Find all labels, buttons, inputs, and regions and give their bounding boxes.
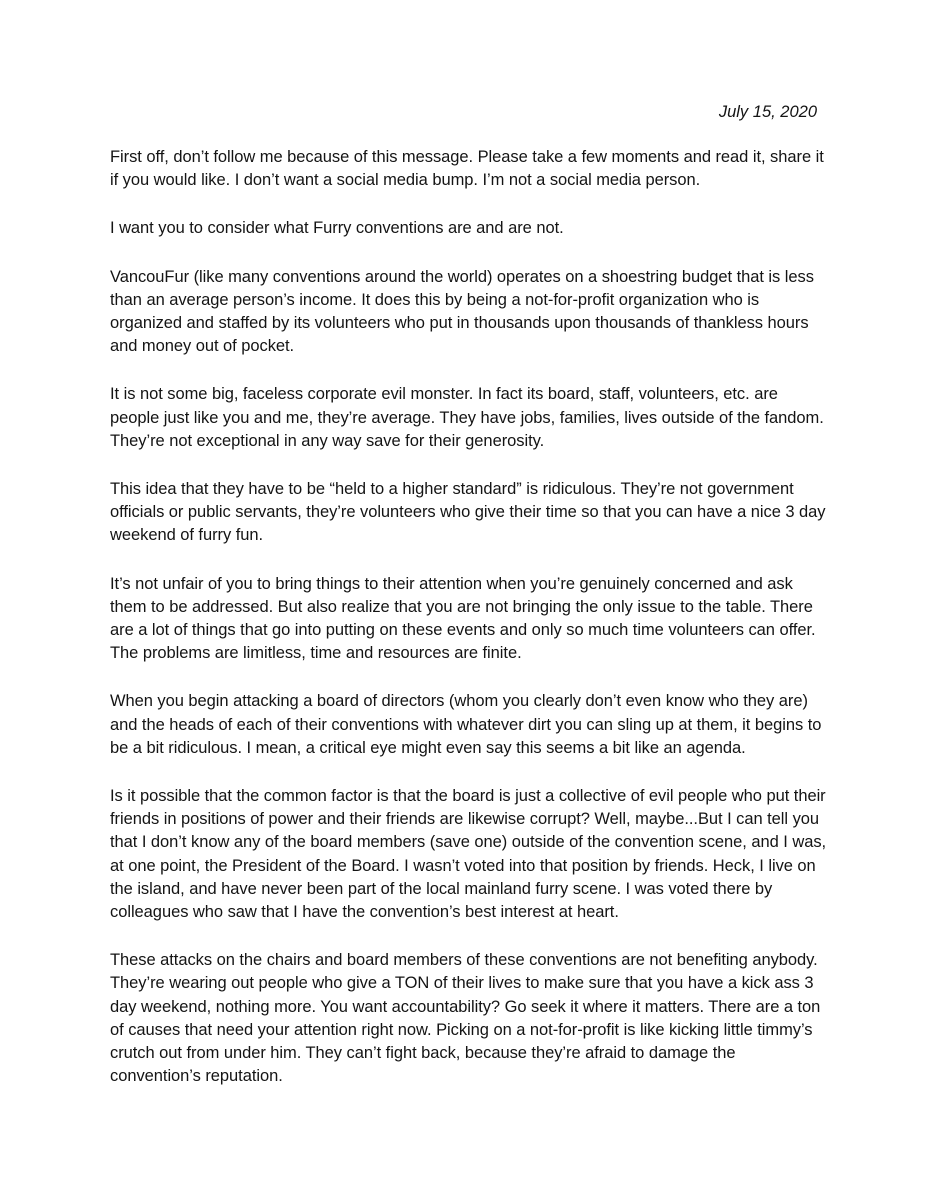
paragraph-2: I want you to consider what Furry conventions are and are not. xyxy=(110,219,564,238)
paragraph-4: It is not some big, faceless corporate evil monster. In fact its board, staff, volunteers, etc. are people just like you and me, they’re average. They have jobs, families, lives outside of the fandom. They’re not exceptional in any way save for their generosity. xyxy=(110,385,824,450)
letter-body xyxy=(110,146,828,1114)
paragraph-6: It’s not unfair of you to bring things to their attention when you’re genuinely concerned and ask them to be addressed. But also realize that you are not bringing the only issue to the table. There are a lot of things that go into putting on these events and only so much time volunteers can offer. The problems are limitless, time and resources are finite. xyxy=(110,574,816,663)
paragraph-3: VancouFur (like many conventions around the world) operates on a shoestring budget that is less than an average person’s income. It does this by being a not-for-profit organization who is organized and staffed by its volunteers who put in thousands upon thousands of thankless hours and money out of pocket. xyxy=(110,267,814,356)
paragraph-9: These attacks on the chairs and board members of these conventions are not benefiting anybody. They’re wearing out people who give a TON of their lives to make sure that you have a kick ass 3 day weekend, nothing more. You want accountability? Go seek it where it matters. There are a ton of causes that need your attention right now. Picking on a not-for-profit is like kicking little timmy’s crutch out from under him. They can’t fight back, because they’re afraid to damage the convention’s reputation. xyxy=(110,951,821,1086)
paragraph-5: This idea that they have to be “held to a higher standard” is ridiculous. They’re not government officials or public servants, they’re volunteers who give their time so that you can have a nice 3 day weekend of furry fun. xyxy=(110,480,826,545)
paragraph-1: First off, don’t follow me because of this message. Please take a few moments and read it, share it if you would like. I don’t want a social media bump. I’m not a social media person. xyxy=(110,148,824,190)
letter-date: July 15, 2020 xyxy=(718,103,817,121)
paragraph-7: When you begin attacking a board of directors (whom you clearly don’t even know who they are) and the heads of each of their conventions with whatever dirt you can sling up at them, it begins to be a bit ridiculous. I mean, a critical eye might even say this seems a bit like an agenda. xyxy=(110,692,822,757)
paragraph-8: Is it possible that the common factor is that the board is just a collective of evil people who put their friends in positions of power and their friends are likewise corrupt? Well, maybe...But I can tell you that I don’t know any of the board members (save one) outside of the convention scene, and I was, at one point, the President of the Board. I wasn’t voted into that position by friends. Heck, I live on the island, and have never been part of the local mainland furry scene. I was voted there by colleagues who saw that I have the convention’s best interest at heart. xyxy=(110,787,827,922)
